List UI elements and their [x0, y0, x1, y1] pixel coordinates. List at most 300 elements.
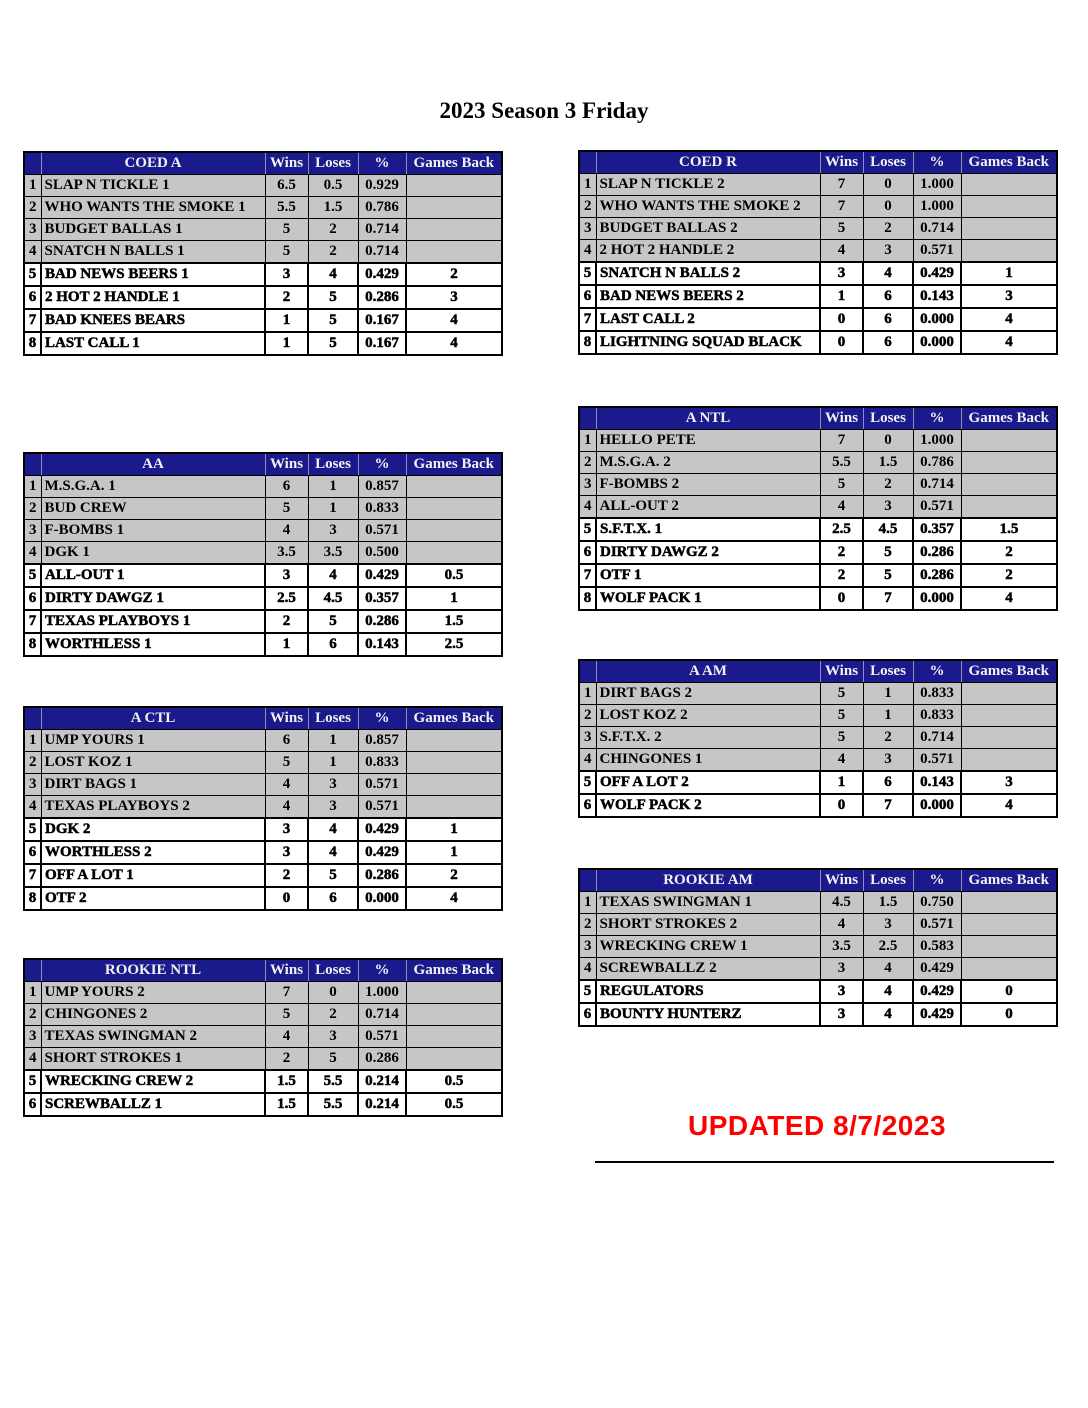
- rank-cell: 2: [24, 752, 41, 774]
- games-back-cell: 4: [406, 887, 502, 910]
- wins-cell: 2: [265, 864, 308, 887]
- pct-cell: 0.833: [913, 683, 961, 705]
- games-back-cell: [961, 474, 1057, 496]
- rank-cell: 5: [579, 518, 596, 541]
- loses-cell: 4: [863, 262, 913, 285]
- table-row: [579, 564, 1057, 587]
- rank-cell: 3: [579, 727, 596, 749]
- loses-cell: 1: [308, 752, 358, 774]
- rank-cell: 2: [579, 196, 596, 218]
- wins-cell: 0: [820, 587, 863, 610]
- games-back-cell: [961, 430, 1057, 452]
- rank-cell: 1: [24, 982, 41, 1004]
- pct-cell: 0.786: [358, 197, 406, 219]
- pct-cell: 0.571: [358, 520, 406, 542]
- table-row: [579, 727, 1057, 749]
- rank-cell: 5: [24, 564, 41, 587]
- team-cell: WRECKING CREW 1: [596, 936, 820, 958]
- table-row: [24, 1026, 502, 1048]
- wins-cell: 3: [820, 1003, 863, 1026]
- loses-cell: 6: [308, 633, 358, 656]
- pct-cell: 0.571: [358, 796, 406, 819]
- team-cell: SCREWBALLZ 2: [596, 958, 820, 981]
- table-row: [579, 749, 1057, 772]
- wins-cell: 1: [820, 771, 863, 794]
- team-cell: DIRTY DAWGZ 2: [596, 541, 820, 564]
- rank-cell: 3: [579, 218, 596, 240]
- loses-cell: 1: [863, 683, 913, 705]
- team-cell: LOST KOZ 2: [596, 705, 820, 727]
- page-title: 2023 Season 3 Friday: [439, 98, 649, 123]
- team-cell: BOUNTY HUNTERZ: [596, 1003, 820, 1026]
- pct-header: %: [913, 151, 961, 174]
- loses-cell: 5: [863, 564, 913, 587]
- team-cell: UMP YOURS 1: [41, 730, 265, 752]
- rank-cell: 4: [579, 240, 596, 263]
- games-back-cell: 0.5: [406, 1070, 502, 1093]
- pct-cell: 0.286: [913, 541, 961, 564]
- corner-cell: [579, 869, 596, 892]
- games-back-cell: [406, 752, 502, 774]
- games-back-cell: 3: [961, 285, 1057, 308]
- pct-cell: 0.000: [913, 331, 961, 354]
- games-back-header: Games Back: [406, 707, 502, 730]
- pct-cell: 1.000: [913, 430, 961, 452]
- games-back-cell: [406, 730, 502, 752]
- wins-header: Wins: [265, 152, 308, 175]
- loses-cell: 3: [863, 240, 913, 263]
- wins-cell: 2: [820, 564, 863, 587]
- loses-cell: 5: [308, 309, 358, 332]
- games-back-cell: [406, 175, 502, 197]
- wins-cell: 5: [265, 241, 308, 264]
- division-header: AA: [41, 453, 265, 476]
- pct-cell: 0.857: [358, 476, 406, 498]
- wins-cell: 2: [265, 286, 308, 309]
- rank-cell: 1: [24, 476, 41, 498]
- team-cell: SLAP N TICKLE 2: [596, 174, 820, 196]
- loses-cell: 1.5: [863, 892, 913, 914]
- table-row: [579, 331, 1057, 354]
- games-back-cell: [961, 452, 1057, 474]
- loses-cell: 3.5: [308, 542, 358, 565]
- rank-cell: 6: [579, 1003, 596, 1026]
- games-back-cell: 4: [961, 331, 1057, 354]
- team-cell: ALL-OUT 2: [596, 496, 820, 519]
- rank-cell: 2: [579, 452, 596, 474]
- loses-header: Loses: [863, 407, 913, 430]
- table-row: [24, 476, 502, 498]
- games-back-header: Games Back: [961, 869, 1057, 892]
- games-back-cell: [961, 218, 1057, 240]
- rank-cell: 4: [24, 1048, 41, 1071]
- games-back-cell: [961, 196, 1057, 218]
- games-back-cell: 4: [961, 587, 1057, 610]
- table-row: [579, 587, 1057, 610]
- team-cell: CHINGONES 2: [41, 1004, 265, 1026]
- team-cell: TEXAS PLAYBOYS 1: [41, 610, 265, 633]
- loses-cell: 5: [308, 332, 358, 355]
- table-row: [24, 1048, 502, 1071]
- games-back-cell: 4: [961, 794, 1057, 817]
- wins-header: Wins: [265, 959, 308, 982]
- rank-cell: 8: [24, 887, 41, 910]
- table-row: [579, 518, 1057, 541]
- wins-cell: 5: [820, 218, 863, 240]
- rank-cell: 7: [24, 610, 41, 633]
- wins-header: Wins: [820, 407, 863, 430]
- pct-cell: 0.929: [358, 175, 406, 197]
- rank-cell: 6: [24, 587, 41, 610]
- corner-cell: [579, 151, 596, 174]
- table-row: [24, 818, 502, 841]
- corner-cell: [24, 959, 41, 982]
- loses-cell: 6: [863, 331, 913, 354]
- division-header: ROOKIE NTL: [41, 959, 265, 982]
- division-header: COED R: [596, 151, 820, 174]
- loses-cell: 5.5: [308, 1070, 358, 1093]
- wins-cell: 5: [265, 752, 308, 774]
- loses-header: Loses: [308, 707, 358, 730]
- rank-cell: 5: [24, 1070, 41, 1093]
- wins-cell: 2.5: [265, 587, 308, 610]
- wins-cell: 7: [820, 174, 863, 196]
- loses-cell: 0: [863, 174, 913, 196]
- rank-cell: 4: [579, 749, 596, 772]
- games-back-cell: 0.5: [406, 1093, 502, 1116]
- pct-cell: 0.000: [358, 887, 406, 910]
- team-cell: BUDGET BALLAS 1: [41, 219, 265, 241]
- loses-header: Loses: [863, 151, 913, 174]
- games-back-cell: 3: [406, 286, 502, 309]
- loses-cell: 4: [308, 818, 358, 841]
- wins-cell: 6.5: [265, 175, 308, 197]
- wins-cell: 1.5: [265, 1070, 308, 1093]
- pct-cell: 0.357: [913, 518, 961, 541]
- games-back-cell: [961, 705, 1057, 727]
- games-back-cell: [406, 1048, 502, 1071]
- wins-cell: 0: [820, 308, 863, 331]
- loses-cell: 5: [863, 541, 913, 564]
- team-cell: S.F.T.X. 1: [596, 518, 820, 541]
- table-row: [24, 564, 502, 587]
- loses-cell: 6: [308, 887, 358, 910]
- header-row: [24, 707, 502, 730]
- games-back-cell: [961, 174, 1057, 196]
- team-cell: WRECKING CREW 2: [41, 1070, 265, 1093]
- pct-cell: 0.714: [358, 241, 406, 264]
- standings-table: [578, 868, 1056, 1027]
- team-cell: OFF A LOT 2: [596, 771, 820, 794]
- wins-cell: 5: [820, 474, 863, 496]
- loses-cell: 2: [863, 727, 913, 749]
- wins-cell: 5: [820, 705, 863, 727]
- rank-cell: 8: [579, 331, 596, 354]
- games-back-cell: [406, 1026, 502, 1048]
- pct-cell: 0.571: [913, 496, 961, 519]
- loses-cell: 3: [863, 749, 913, 772]
- wins-header: Wins: [265, 707, 308, 730]
- wins-cell: 4: [265, 520, 308, 542]
- pct-cell: 0.833: [358, 752, 406, 774]
- wins-cell: 5: [820, 727, 863, 749]
- games-back-cell: [406, 197, 502, 219]
- games-back-cell: 1: [406, 841, 502, 864]
- team-cell: BAD NEWS BEERS 1: [41, 263, 265, 286]
- table-row: [24, 1093, 502, 1116]
- wins-cell: 1.5: [265, 1093, 308, 1116]
- wins-cell: 6: [265, 730, 308, 752]
- rank-cell: 4: [24, 796, 41, 819]
- games-back-cell: 4: [961, 308, 1057, 331]
- pct-cell: 0.143: [358, 633, 406, 656]
- wins-cell: 7: [820, 196, 863, 218]
- games-back-header: Games Back: [961, 151, 1057, 174]
- header-row: [579, 660, 1057, 683]
- table-row: [579, 794, 1057, 817]
- rank-cell: 3: [579, 474, 596, 496]
- division-header: A CTL: [41, 707, 265, 730]
- table-row: [579, 196, 1057, 218]
- team-cell: SCREWBALLZ 1: [41, 1093, 265, 1116]
- pct-cell: 0.786: [913, 452, 961, 474]
- division-header: COED A: [41, 152, 265, 175]
- rank-cell: 6: [24, 286, 41, 309]
- table-row: [579, 892, 1057, 914]
- team-cell: BUD CREW: [41, 498, 265, 520]
- pct-cell: 0.000: [913, 308, 961, 331]
- games-back-cell: [961, 683, 1057, 705]
- wins-cell: 4: [820, 240, 863, 263]
- wins-cell: 4.5: [820, 892, 863, 914]
- pct-cell: 0.571: [358, 1026, 406, 1048]
- standings-table: [23, 452, 501, 657]
- rank-cell: 2: [24, 197, 41, 219]
- games-back-cell: [406, 498, 502, 520]
- games-back-cell: [406, 982, 502, 1004]
- table-row: [24, 175, 502, 197]
- rank-cell: 2: [579, 705, 596, 727]
- games-back-cell: [961, 936, 1057, 958]
- rank-cell: 6: [579, 541, 596, 564]
- wins-cell: 3: [820, 958, 863, 981]
- loses-cell: 6: [863, 308, 913, 331]
- team-cell: M.S.G.A. 2: [596, 452, 820, 474]
- pct-header: %: [913, 407, 961, 430]
- table-row: [579, 218, 1057, 240]
- table-row: [24, 730, 502, 752]
- rank-cell: 8: [24, 332, 41, 355]
- games-back-cell: [406, 796, 502, 819]
- rank-cell: 6: [24, 1093, 41, 1116]
- loses-cell: 2: [863, 474, 913, 496]
- loses-cell: 1: [863, 705, 913, 727]
- wins-cell: 2.5: [820, 518, 863, 541]
- team-cell: S.F.T.X. 2: [596, 727, 820, 749]
- loses-cell: 7: [863, 587, 913, 610]
- loses-cell: 7: [863, 794, 913, 817]
- wins-cell: 2: [820, 541, 863, 564]
- games-back-cell: [406, 241, 502, 264]
- games-back-cell: 1.5: [406, 610, 502, 633]
- team-cell: SLAP N TICKLE 1: [41, 175, 265, 197]
- loses-cell: 0: [308, 982, 358, 1004]
- team-cell: WOLF PACK 2: [596, 794, 820, 817]
- loses-cell: 4.5: [308, 587, 358, 610]
- table-row: [579, 262, 1057, 285]
- rank-cell: 2: [579, 914, 596, 936]
- team-cell: TEXAS SWINGMAN 2: [41, 1026, 265, 1048]
- pct-cell: 0.143: [913, 285, 961, 308]
- pct-cell: 0.429: [358, 564, 406, 587]
- pct-cell: 0.214: [358, 1093, 406, 1116]
- wins-cell: 7: [820, 430, 863, 452]
- division-header: A NTL: [596, 407, 820, 430]
- rank-cell: 6: [579, 794, 596, 817]
- games-back-header: Games Back: [406, 453, 502, 476]
- pct-cell: 0.429: [913, 958, 961, 981]
- pct-cell: 0.286: [358, 864, 406, 887]
- table-row: [24, 309, 502, 332]
- loses-cell: 4: [863, 958, 913, 981]
- rank-cell: 8: [24, 633, 41, 656]
- games-back-cell: 2: [406, 864, 502, 887]
- wins-cell: 3: [265, 263, 308, 286]
- standings-table: [23, 958, 501, 1117]
- loses-cell: 4: [308, 564, 358, 587]
- team-cell: REGULATORS: [596, 980, 820, 1003]
- wins-cell: 5: [265, 498, 308, 520]
- team-cell: 2 HOT 2 HANDLE 1: [41, 286, 265, 309]
- wins-cell: 3: [820, 980, 863, 1003]
- team-cell: LIGHTNING SQUAD BLACK: [596, 331, 820, 354]
- games-back-cell: 2: [961, 564, 1057, 587]
- pct-cell: 0.000: [913, 794, 961, 817]
- pct-cell: 0.750: [913, 892, 961, 914]
- team-cell: SNATCH N BALLS 2: [596, 262, 820, 285]
- rank-cell: 7: [579, 308, 596, 331]
- games-back-cell: [961, 892, 1057, 914]
- rank-cell: 7: [24, 309, 41, 332]
- wins-header: Wins: [820, 151, 863, 174]
- table-row: [579, 308, 1057, 331]
- wins-cell: 4: [820, 749, 863, 772]
- standings-table: [23, 151, 501, 356]
- rank-cell: 1: [24, 730, 41, 752]
- wins-cell: 5.5: [820, 452, 863, 474]
- pct-cell: 0.571: [913, 240, 961, 263]
- rank-cell: 1: [24, 175, 41, 197]
- wins-cell: 0: [265, 887, 308, 910]
- pct-header: %: [913, 869, 961, 892]
- loses-cell: 6: [863, 771, 913, 794]
- table-row: [24, 1070, 502, 1093]
- team-cell: WHO WANTS THE SMOKE 1: [41, 197, 265, 219]
- division-standings: [23, 452, 503, 657]
- table-row: [24, 587, 502, 610]
- loses-cell: 1: [308, 498, 358, 520]
- loses-cell: 1: [308, 730, 358, 752]
- standings-table: [578, 406, 1056, 611]
- corner-cell: [24, 152, 41, 175]
- games-back-cell: [961, 496, 1057, 519]
- pct-cell: 0.286: [358, 1048, 406, 1071]
- rank-cell: 2: [24, 1004, 41, 1026]
- division-standings: [578, 150, 1058, 355]
- division-header: A AM: [596, 660, 820, 683]
- wins-cell: 1: [820, 285, 863, 308]
- wins-cell: 3.5: [820, 936, 863, 958]
- wins-cell: 3.5: [265, 542, 308, 565]
- wins-cell: 0: [820, 794, 863, 817]
- team-cell: DIRTY DAWGZ 1: [41, 587, 265, 610]
- table-row: [24, 197, 502, 219]
- wins-cell: 3: [820, 262, 863, 285]
- table-row: [579, 914, 1057, 936]
- team-cell: LOST KOZ 1: [41, 752, 265, 774]
- team-cell: BAD NEWS BEERS 2: [596, 285, 820, 308]
- table-row: [579, 683, 1057, 705]
- table-row: [579, 936, 1057, 958]
- loses-header: Loses: [308, 152, 358, 175]
- loses-cell: 5.5: [308, 1093, 358, 1116]
- wins-cell: 2: [265, 610, 308, 633]
- loses-header: Loses: [863, 660, 913, 683]
- games-back-cell: [961, 749, 1057, 772]
- table-row: [579, 174, 1057, 196]
- loses-cell: 3: [863, 496, 913, 519]
- rank-cell: 3: [24, 1026, 41, 1048]
- team-cell: OTF 2: [41, 887, 265, 910]
- wins-cell: 4: [265, 796, 308, 819]
- table-row: [24, 982, 502, 1004]
- rank-cell: 2: [24, 498, 41, 520]
- table-row: [24, 864, 502, 887]
- pct-cell: 1.000: [913, 196, 961, 218]
- wins-cell: 7: [265, 982, 308, 1004]
- wins-cell: 4: [820, 914, 863, 936]
- rank-cell: 5: [24, 818, 41, 841]
- team-cell: WORTHLESS 1: [41, 633, 265, 656]
- games-back-cell: 1: [961, 262, 1057, 285]
- team-cell: CHINGONES 1: [596, 749, 820, 772]
- wins-cell: 1: [265, 633, 308, 656]
- pct-cell: 0.833: [913, 705, 961, 727]
- pct-cell: 0.571: [913, 914, 961, 936]
- rank-cell: 4: [579, 958, 596, 981]
- wins-cell: 5: [820, 683, 863, 705]
- header-row: [24, 152, 502, 175]
- header-row: [579, 151, 1057, 174]
- team-cell: DIRT BAGS 1: [41, 774, 265, 796]
- rank-cell: 1: [579, 683, 596, 705]
- header-row: [579, 869, 1057, 892]
- wins-header: Wins: [265, 453, 308, 476]
- pct-cell: 0.429: [913, 262, 961, 285]
- games-back-cell: [961, 914, 1057, 936]
- corner-cell: [24, 707, 41, 730]
- pct-cell: 0.429: [358, 818, 406, 841]
- pct-cell: 1.000: [358, 982, 406, 1004]
- rank-cell: 1: [579, 892, 596, 914]
- loses-cell: 3: [308, 520, 358, 542]
- table-row: [24, 633, 502, 656]
- loses-header: Loses: [308, 453, 358, 476]
- table-row: [24, 1004, 502, 1026]
- team-cell: OFF A LOT 1: [41, 864, 265, 887]
- table-row: [579, 430, 1057, 452]
- games-back-cell: 1: [406, 587, 502, 610]
